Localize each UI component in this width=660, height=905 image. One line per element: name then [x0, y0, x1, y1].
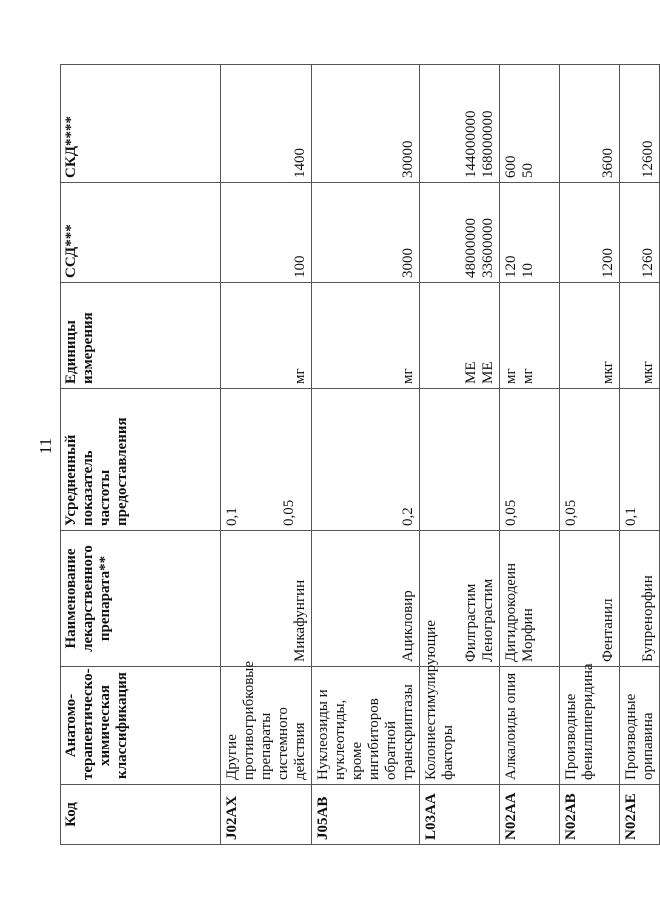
- header-drug: Наименование лекарственного препарата**: [61, 531, 221, 667]
- drug-name: [312, 531, 420, 667]
- table-row: [500, 65, 560, 845]
- drug-frequency: 0,05: [281, 499, 297, 526]
- row-atc: Нуклеозиды и нуклеотиды, кроме ингибиторов обратной транскриптазы: [312, 667, 420, 785]
- table-row: [560, 65, 620, 845]
- drug-skd: [312, 65, 420, 183]
- row-atc: Колониестимулирующие факторы: [420, 667, 500, 785]
- drug-name-text: Ленограстим: [480, 578, 496, 662]
- drug-ssd: [221, 183, 312, 283]
- drug-unit-text: мг: [503, 368, 519, 384]
- drug-skd-list: [500, 65, 560, 183]
- drug-skd-text: 3600: [600, 148, 616, 178]
- drug-unit-text: мг: [520, 368, 536, 384]
- drug-skd-text: 50: [520, 163, 536, 178]
- drug-ssd-text: 33600000: [480, 218, 496, 278]
- drug-unit-text: мкг: [600, 361, 616, 384]
- row-code: N02AE: [620, 785, 660, 845]
- drug-unit-text: МЕ: [480, 361, 496, 384]
- drug-unit-text: мг: [400, 368, 416, 384]
- drug-unit-text: мкг: [640, 361, 656, 384]
- header-frequency: Усредненный показатель частоты предоставления: [61, 389, 221, 531]
- frequency-cell: [500, 389, 560, 531]
- drug-ssd-text: 48000000: [463, 218, 479, 278]
- drug-name-text: Дигидрокодеин: [503, 562, 519, 662]
- drug-registry-table: [60, 64, 660, 845]
- header-ssd: ССД***: [61, 183, 221, 283]
- drug-skd: [620, 65, 660, 183]
- drug-name: [560, 531, 620, 667]
- drug-name: [620, 531, 660, 667]
- drug-ssd-text: 1200: [600, 248, 616, 278]
- drug-skd-text: 168000000: [480, 110, 496, 178]
- header-unit: Единицы измерения: [61, 283, 221, 389]
- table-row: [312, 65, 420, 845]
- drug-skd: [560, 65, 620, 183]
- row-frequency: 0,05: [503, 499, 519, 526]
- drug-ssd-text: 10: [520, 263, 536, 278]
- table-row: [420, 65, 500, 845]
- table-row: [221, 65, 312, 845]
- page-number: 11: [36, 437, 55, 455]
- drug-name-text: Филграстим: [463, 583, 479, 662]
- frequency-cell: [312, 389, 420, 531]
- frequency-cell: [420, 389, 500, 531]
- drug-ssd: [560, 183, 620, 283]
- table-row: [620, 65, 660, 845]
- row-atc: Производные орипавина: [620, 667, 660, 785]
- row-code: N02AA: [500, 785, 560, 845]
- drug-ssd-text: 3000: [400, 248, 416, 278]
- row-code: J05AB: [312, 785, 420, 845]
- drug-ssd: [312, 183, 420, 283]
- drug-ssd: [620, 183, 660, 283]
- drug-skd-text: 30000: [400, 140, 416, 178]
- drug-name-text: Ацикловир: [400, 590, 416, 662]
- drug-skd-text: 600: [503, 155, 519, 178]
- header-row: [61, 65, 221, 845]
- drug-skd-text: 12600: [640, 140, 656, 178]
- drug-unit: [221, 283, 312, 389]
- drug-unit-text: МЕ: [463, 361, 479, 384]
- drug-skd-text: 144000000: [463, 110, 479, 178]
- drug-ssd-text: 120: [503, 255, 519, 278]
- drug-name-text: Бупренорфин: [640, 575, 656, 662]
- rotated-table-container: [60, 65, 656, 845]
- drug-unit-list: [420, 283, 500, 389]
- drug-skd-text: 1400: [292, 148, 308, 178]
- row-frequency: 0,1: [224, 507, 240, 526]
- frequency-cell: [620, 389, 660, 531]
- header-code: Код: [61, 785, 221, 845]
- frequency-cell: [221, 389, 312, 531]
- row-code: N02AB: [560, 785, 620, 845]
- row-atc: Производные фенилпиперидина: [560, 667, 620, 785]
- drug-skd-list: [420, 65, 500, 183]
- drug-unit: [312, 283, 420, 389]
- drug-frequency: 0,2: [400, 507, 416, 526]
- row-atc: Другие противогрибковые препараты системного действия: [221, 667, 312, 785]
- header-atc: Анатомо-терапевтическо-химическая классификация: [61, 667, 221, 785]
- frequency-cell: [560, 389, 620, 531]
- drug-ssd-text: 100: [292, 255, 308, 278]
- header-skd: СКД****: [61, 65, 221, 183]
- row-code: J02AX: [221, 785, 312, 845]
- row-frequency: 0,1: [623, 507, 639, 526]
- drug-ssd-text: 1260: [640, 248, 656, 278]
- drug-name-text: Микафунгин: [292, 579, 308, 662]
- row-code: L03AA: [420, 785, 500, 845]
- drug-unit-text: мг: [292, 368, 308, 384]
- row-atc: Алкалоиды опия: [500, 667, 560, 785]
- drug-name: [221, 531, 312, 667]
- drug-unit: [620, 283, 660, 389]
- drug-unit: [560, 283, 620, 389]
- drug-name-text: Фентанил: [600, 598, 616, 662]
- row-frequency: 0,05: [563, 499, 579, 526]
- drug-ssd-list: [500, 183, 560, 283]
- drug-unit-list: [500, 283, 560, 389]
- drug-name-text: Морфин: [520, 608, 536, 662]
- drug-ssd-list: [420, 183, 500, 283]
- drug-name-list: [500, 531, 560, 667]
- drug-skd: [221, 65, 312, 183]
